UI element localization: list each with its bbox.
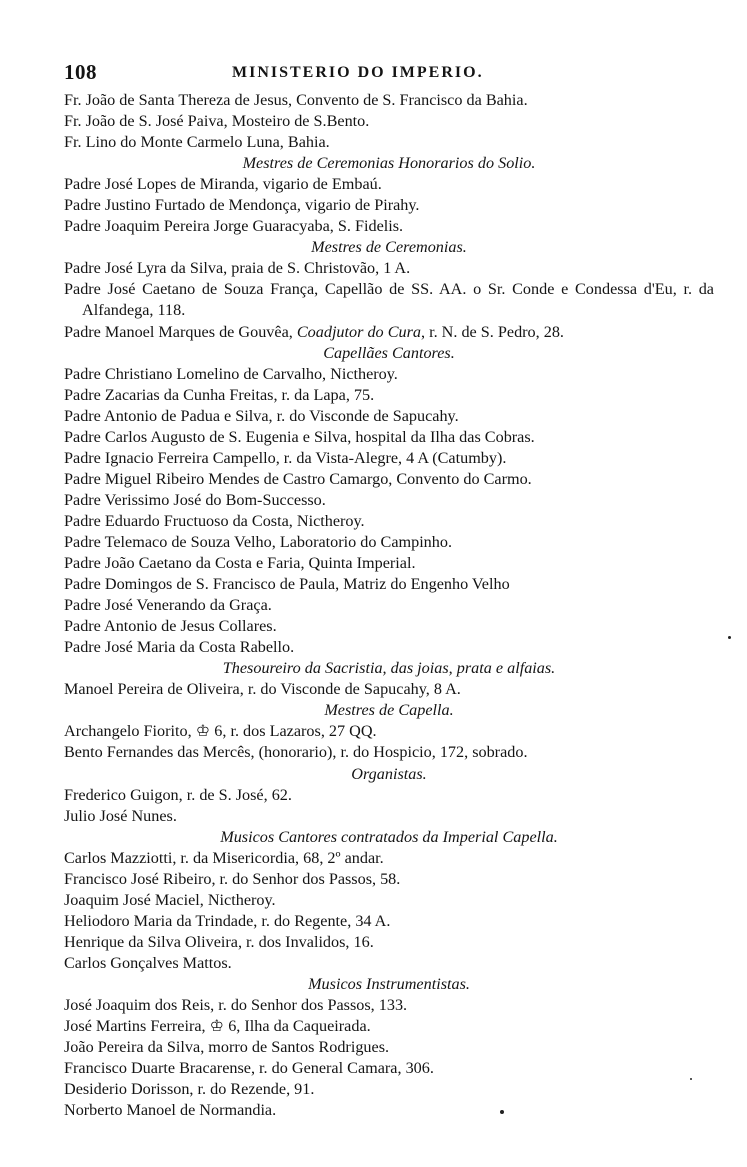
ink-speck: [500, 1110, 504, 1114]
entry-part: Padre Manoel Marques de Gouvêa,: [64, 322, 297, 341]
text-body: [64, 90, 714, 1121]
directory-entry: Padre Joaquim Pereira Jorge Guaracyaba, S. Fidelis.: [64, 217, 404, 236]
document-page: [64, 58, 714, 1121]
directory-entry: João Pereira da Silva, morro de Santos Rodrigues.: [64, 1038, 390, 1057]
directory-entry: Padre Ignacio Ferreira Campello, r. da Vista-Alegre, 4 A (Catumby).: [64, 448, 507, 467]
directory-entry: Joaquim José Maciel, Nictheroy.: [64, 890, 276, 909]
section-heading: Capellães Cantores.: [323, 343, 455, 362]
directory-entry: Julio José Nunes.: [64, 806, 177, 825]
directory-entry: Padre Verissimo José do Bom-Successo.: [64, 490, 326, 509]
entry-part: , r. N. de S. Pedro, 28.: [421, 322, 564, 341]
directory-entry: Francisco José Ribeiro, r. do Senhor dos Passos, 58.: [64, 869, 401, 888]
directory-entry: Padre Antonio de Padua e Silva, r. do Visconde de Sapucahy.: [64, 406, 459, 425]
directory-entry: Padre José Venerando da Graça.: [64, 596, 272, 615]
directory-entry: Padre Justino Furtado de Mendonça, vigario de Pirahy.: [64, 196, 420, 215]
directory-entry: Padre José Caetano de Souza França, Capellão de SS. AA. o Sr. Conde e Condessa d'Eu, r. da Alfandega, 118.: [64, 280, 714, 320]
section-heading: Thesoureiro da Sacristia, das joias, prata e alfaias.: [222, 659, 556, 678]
section-heading: Organistas.: [351, 764, 427, 783]
directory-entry: Henrique da Silva Oliveira, r. dos Invalidos, 16.: [64, 932, 374, 951]
directory-entry: Francisco Duarte Bracarense, r. do General Camara, 306.: [64, 1059, 434, 1078]
section-heading: Mestres de Capella.: [324, 701, 454, 720]
directory-entry: Padre João Caetano da Costa e Faria, Quinta Imperial.: [64, 554, 416, 573]
page-number: 108: [64, 60, 97, 84]
directory-entry: Padre Eduardo Fructuoso da Costa, Nictheroy.: [64, 511, 365, 530]
directory-entry: Frederico Guigon, r. de S. José, 62.: [64, 785, 292, 804]
directory-entry: Padre Domingos de S. Francisco de Paula, Matriz do Engenho Velho: [64, 575, 510, 594]
section-heading: Mestres de Ceremonias.: [311, 238, 467, 257]
directory-entry: Padre Carlos Augusto de S. Eugenia e Silva, hospital da Ilha das Cobras.: [64, 427, 535, 446]
directory-entry: Bento Fernandes das Mercês, (honorario), r. do Hospicio, 172, sobrado.: [64, 743, 528, 762]
directory-entry: Heliodoro Maria da Trindade, r. do Regente, 34 A.: [64, 911, 391, 930]
ink-speck: [728, 636, 731, 639]
section-heading: Musicos Cantores contratados da Imperial Capella.: [220, 827, 558, 846]
directory-entry: Norberto Manoel de Normandia.: [64, 1101, 277, 1120]
directory-entry: Fr. João de S. José Paiva, Mosteiro de S.Bento.: [64, 112, 370, 131]
directory-entry: Carlos Mazziotti, r. da Misericordia, 68, 2º andar.: [64, 848, 384, 867]
directory-entry: Padre José Maria da Costa Rabello.: [64, 638, 295, 657]
section-heading: Mestres de Ceremonias Honorarios do Solio.: [242, 154, 536, 173]
directory-entry: Padre Miguel Ribeiro Mendes de Castro Camargo, Convento do Carmo.: [64, 469, 532, 488]
directory-entry: Fr. João de Santa Thereza de Jesus, Convento de S. Francisco da Bahia.: [64, 91, 528, 109]
section-heading: Musicos Instrumentistas.: [308, 974, 470, 993]
directory-entry: Padre José Lopes de Miranda, vigario de Embaú.: [64, 175, 382, 194]
directory-entry: Carlos Gonçalves Mattos.: [64, 953, 232, 972]
directory-entry: [64, 322, 714, 343]
directory-entry: Desiderio Dorisson, r. do Rezende, 91.: [64, 1080, 315, 1099]
page-header: [64, 58, 714, 90]
entry-italic-part: Coadjutor do Cura: [296, 322, 421, 341]
directory-entry: Padre Christiano Lomelino de Carvalho, Nictheroy.: [64, 364, 398, 383]
directory-entry: Archangelo Fiorito, ♔ 6, r. dos Lazaros, 27 QQ.: [64, 722, 377, 741]
directory-entry: Padre Antonio de Jesus Collares.: [64, 617, 277, 636]
directory-entry: Padre José Lyra da Silva, praia de S. Christovão, 1 A.: [64, 259, 411, 278]
directory-entry: Fr. Lino do Monte Carmelo Luna, Bahia.: [64, 133, 330, 152]
directory-entry: José Martins Ferreira, ♔ 6, Ilha da Caqueirada.: [64, 1017, 371, 1036]
directory-entry: Manoel Pereira de Oliveira, r. do Visconde de Sapucahy, 8 A.: [64, 680, 461, 699]
directory-entry: José Joaquim dos Reis, r. do Senhor dos Passos, 133.: [64, 996, 408, 1015]
directory-entry: Padre Telemaco de Souza Velho, Laboratorio do Campinho.: [64, 532, 453, 551]
running-title: MINISTERIO DO IMPERIO.: [232, 64, 484, 81]
directory-entry: Padre Zacarias da Cunha Freitas, r. da Lapa, 75.: [64, 385, 375, 404]
ink-speck: [690, 1078, 692, 1080]
